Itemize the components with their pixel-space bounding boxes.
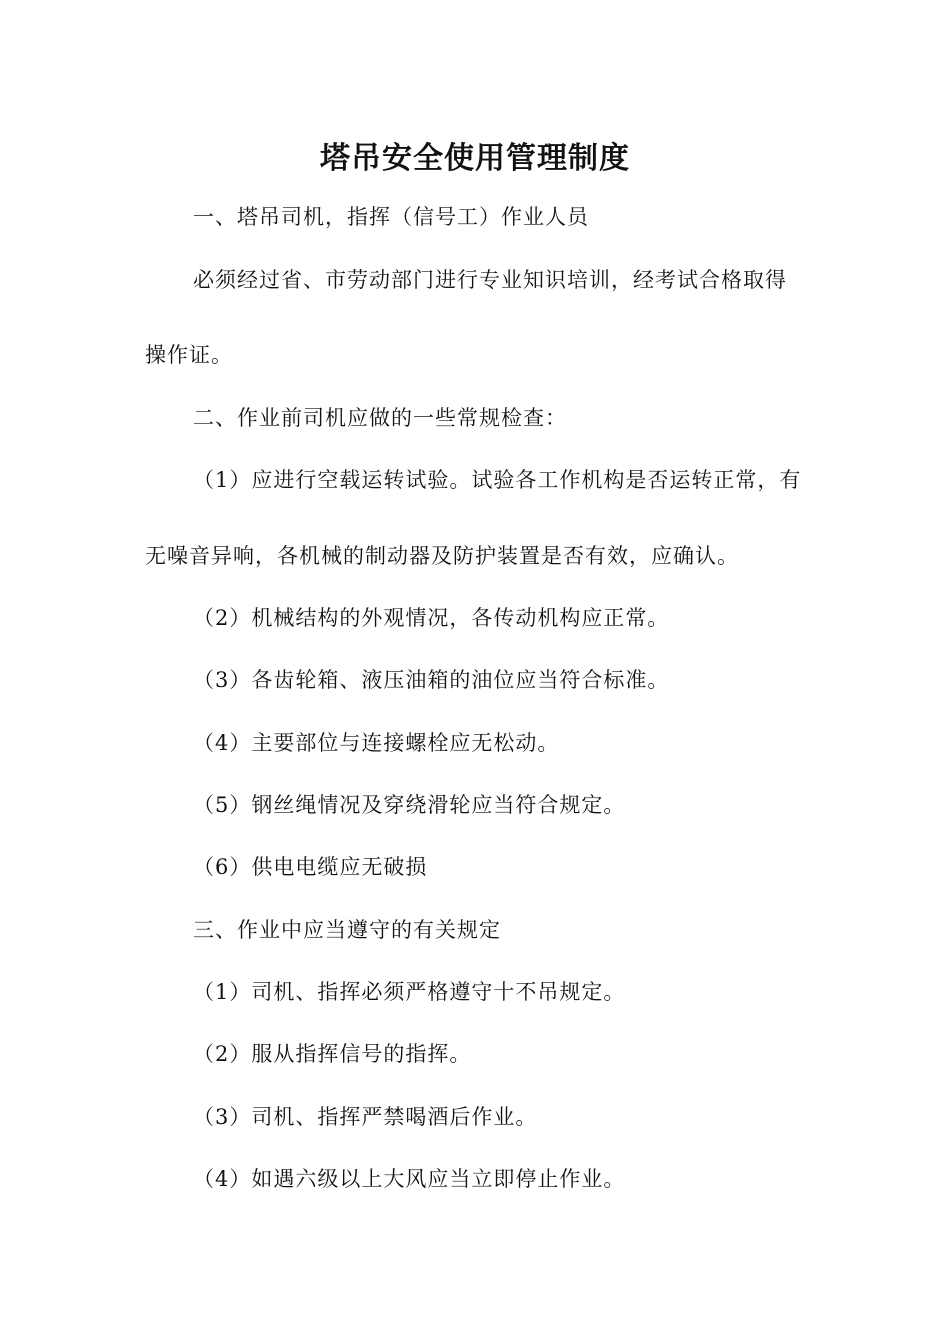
paragraph-line: 必须经过省、市劳动部门进行专业知识培训，经考试合格取得: [193, 268, 787, 292]
list-item: （2）服从指挥信号的指挥。: [193, 1042, 472, 1066]
list-item: （4）如遇六级以上大风应当立即停止作业。: [193, 1167, 626, 1191]
section-heading-2: 二、作业前司机应做的一些常规检查：: [193, 406, 567, 430]
section-heading-1: 一、塔吊司机，指挥（信号工）作业人员: [193, 205, 589, 229]
list-item: （2）机械结构的外观情况，各传动机构应正常。: [193, 606, 670, 630]
paragraph-line: 无噪音异响，各机械的制动器及防护装置是否有效，应确认。: [145, 544, 739, 568]
list-item: （6）供电电缆应无破损: [193, 855, 428, 879]
list-item: （1）应进行空载运转试验。试验各工作机构是否运转正常，有: [193, 468, 802, 492]
list-item: （1）司机、指挥必须严格遵守十不吊规定。: [193, 980, 626, 1004]
list-item: （3）司机、指挥严禁喝酒后作业。: [193, 1105, 538, 1129]
section-heading-3: 三、作业中应当遵守的有关规定: [193, 918, 501, 942]
paragraph-line: 操作证。: [145, 343, 233, 367]
list-item: （5）钢丝绳情况及穿绕滑轮应当符合规定。: [193, 793, 626, 817]
page-title: 塔吊安全使用管理制度: [320, 141, 630, 176]
list-item: （4）主要部位与连接螺栓应无松动。: [193, 731, 560, 755]
list-item: （3）各齿轮箱、液压油箱的油位应当符合标准。: [193, 668, 670, 692]
